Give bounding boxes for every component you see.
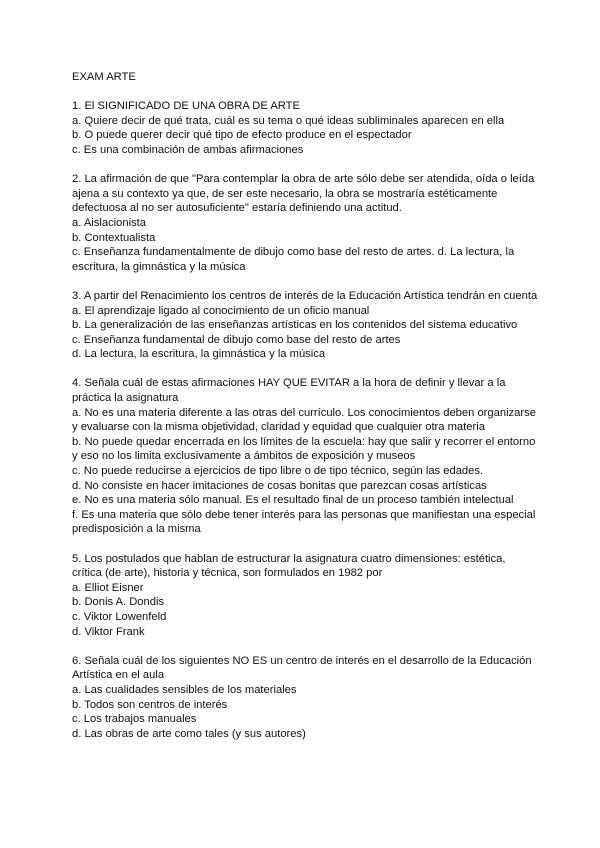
answer-option: c. Es una combinación de ambas afirmaciones (72, 143, 304, 156)
question-text: 1. El SIGNIFICADO DE UNA OBRA DE ARTE (72, 100, 300, 113)
question-6 (72, 654, 538, 742)
answer-option: f. Es una materia que sólo debe tener interés para las personas que manifiestan una especial predisposición a la misma (72, 508, 536, 536)
answer-option: a. El aprendizaje ligado al conocimiento de un oficio manual (72, 304, 370, 317)
answer-option: c. No puede reducirse a ejercicios de tipo libre o de tipo técnico, según las edades. (72, 465, 484, 478)
question-list (72, 99, 538, 741)
answer-option: b. Donis A. Dondis (72, 596, 165, 609)
answer-option: a. Aislacionista (72, 216, 147, 229)
answer-option: e. No es una materia sólo manual. Es el resultado final de un proceso también intelectual (72, 494, 514, 507)
answer-option: d. Las obras de arte como tales (y sus autores) (72, 727, 306, 740)
question-text: 6. Señala cuál de los siguientes NO ES un centro de interés en el desarrollo de la Educación Artística en el aula (72, 654, 532, 682)
answer-option: a. Las cualidades sensibles de los materiales (72, 683, 297, 696)
answer-option: b. O puede querer decir qué tipo de efecto produce en el espectador (72, 129, 412, 142)
answer-option: d. La lectura, la escritura, la gimnástica y la música (72, 348, 326, 361)
question-text: 5. Los postulados que hablan de estructurar la asignatura cuatro dimensiones: estética, crítica (de arte), historia y técnica, son formulados en 1982 por (72, 552, 506, 580)
answer-option: b. Contextualista (72, 231, 156, 244)
answer-option: a. No es una materia diferente a las otras del currículo. Los conocimientos deben organizarse y evaluarse con la misma objetividad, claridad y equidad que cualquier otra materia (72, 406, 536, 434)
question-text: 2. La afirmación de que "Para contemplar la obra de arte sólo debe ser atendida, oída o leída ajena a su contexto ya que, de ser este necesario, la obra se mostraría estéticamente defectuosa al no ser autosuficiente" estaría definiendo una actitud. (72, 173, 535, 215)
answer-option: d. Viktor Frank (72, 625, 145, 638)
answer-option: a. Quiere decir de qué trata, cuál es su tema o qué ideas subliminales aparecen en ella (72, 114, 505, 127)
answer-option: c. Enseñanza fundamentalmente de dibujo como base del resto de artes. d. La lectura, la escritura, la gimnástica y la música (72, 246, 515, 273)
question-3 (72, 289, 538, 362)
answer-option: d. No consiste en hacer imitaciones de cosas bonitas que parezcan cosas artísticas (72, 479, 487, 492)
answer-option: c. Los trabajos manuales (72, 713, 197, 726)
answer-option: b. No puede quedar encerrada en los límites de la escuela: hay que salir y recorrer el entorno y eso no los limita exclusivamente a ámbitos de exposición y museos (72, 435, 536, 463)
question-1 (72, 99, 538, 157)
page-title: EXAM ARTE (72, 71, 136, 83)
answer-option: c. Enseñanza fundamental de dibujo como base del resto de artes (72, 333, 401, 346)
question-text: 3. A partir del Renacimiento los centros de interés de la Educación Artística tendrán en cuenta (72, 289, 538, 302)
answer-option: a. Elliot Eisner (72, 581, 144, 594)
question-2 (72, 172, 538, 274)
document-page (72, 70, 538, 756)
answer-option: b. La generalización de las enseñanzas artísticas en los contenidos del sistema educativo (72, 319, 518, 332)
question-text: 4. Señala cuál de estas afirmaciones HAY QUE EVITAR a la hora de definir y llevar a la práctica la asignatura (72, 377, 506, 405)
question-4 (72, 376, 538, 537)
answer-option: c. Viktor Lowenfeld (72, 610, 167, 623)
question-5 (72, 552, 538, 640)
answer-option: b. Todos son centros de interés (72, 698, 228, 711)
